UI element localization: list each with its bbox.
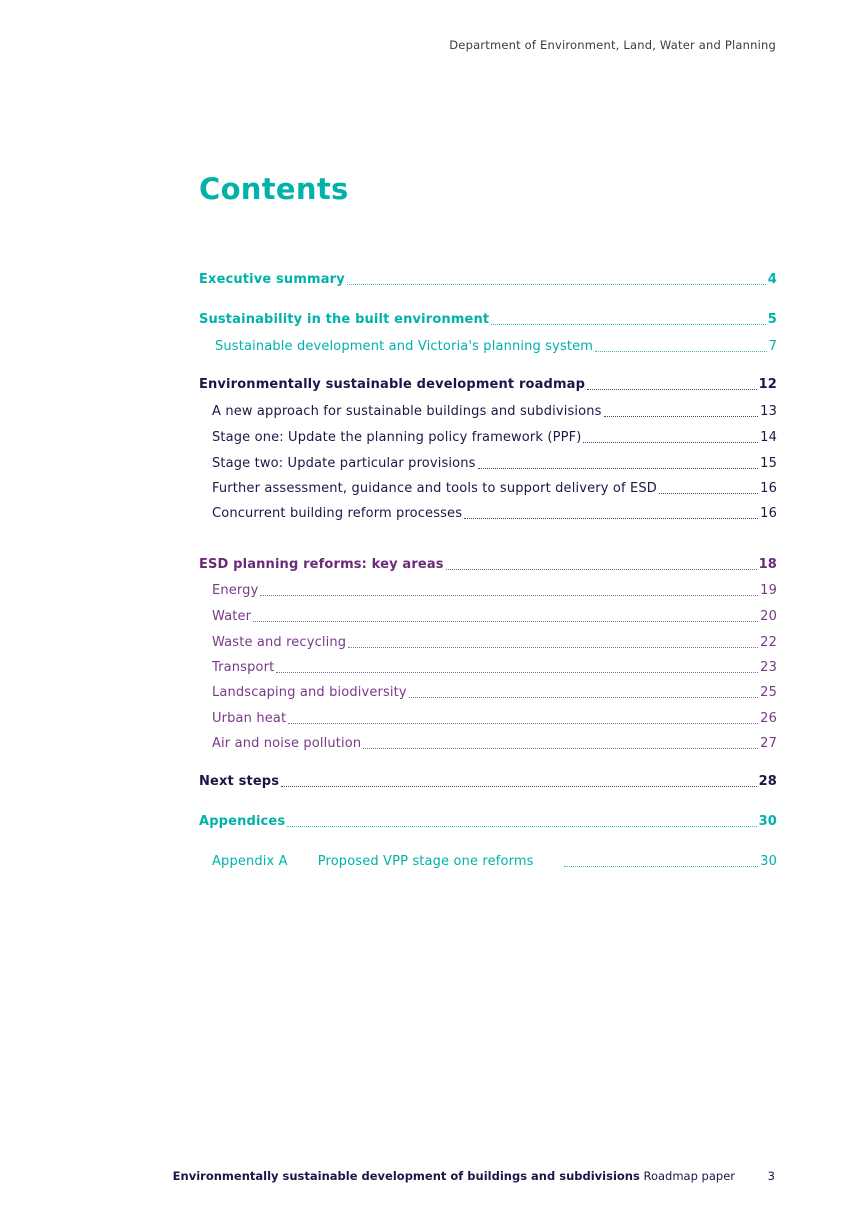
dot-leader — [287, 826, 756, 827]
dot-leader — [363, 748, 758, 749]
toc-entry-appendix-a[interactable] — [199, 850, 777, 870]
toc-entry-label: Executive summary — [199, 272, 345, 287]
toc-entry-page: 14 — [760, 430, 777, 445]
dot-leader — [491, 324, 766, 325]
footer-document-type: Roadmap paper — [639, 1169, 735, 1183]
dot-leader — [288, 723, 758, 724]
toc-entry-esd-planning-reforms[interactable] — [199, 553, 777, 573]
toc-entry-sustainable-development-planning-system[interactable] — [199, 335, 777, 355]
dot-leader — [659, 493, 758, 494]
toc-entry-urban-heat[interactable] — [199, 707, 777, 727]
toc-entry-esd-roadmap[interactable] — [199, 373, 777, 393]
toc-entry-label: ESD planning reforms: key areas — [199, 557, 444, 572]
toc-entry-air-noise-pollution[interactable] — [199, 732, 777, 752]
toc-entry-next-steps[interactable] — [199, 770, 777, 790]
toc-entry-new-approach[interactable] — [199, 400, 777, 420]
dot-leader — [464, 518, 758, 519]
toc-entry-page: 27 — [760, 736, 777, 751]
toc-entry-page: 4 — [767, 272, 777, 287]
toc-entry-label: A new approach for sustainable buildings and subdivisions — [212, 404, 602, 419]
toc-entry-further-assessment[interactable] — [199, 477, 777, 497]
dot-leader — [281, 786, 756, 787]
dot-leader — [587, 389, 757, 390]
toc-entry-page: 15 — [760, 456, 777, 471]
dot-leader — [409, 697, 758, 698]
toc-entry-page: 22 — [760, 635, 777, 650]
toc-entry-label: Next steps — [199, 774, 280, 789]
toc-entry-page: 18 — [758, 557, 777, 572]
toc-entry-page: 25 — [760, 685, 777, 700]
toc-entry-page: 19 — [760, 583, 777, 598]
toc-entry-transport[interactable] — [199, 656, 777, 676]
dot-leader — [253, 621, 758, 622]
toc-entry-landscaping-biodiversity[interactable] — [199, 681, 777, 701]
dot-leader — [348, 647, 758, 648]
toc-entry-page: 26 — [760, 711, 777, 726]
dot-leader — [583, 442, 758, 443]
toc-entry-energy[interactable] — [199, 579, 777, 599]
toc-entry-executive-summary[interactable] — [199, 268, 777, 288]
dot-leader — [276, 672, 758, 673]
dot-leader — [446, 569, 757, 570]
toc-entry-page: 30 — [760, 854, 777, 869]
toc-entry-page: 28 — [758, 774, 777, 789]
toc-entry-label: Transport — [212, 660, 275, 675]
dot-leader — [478, 468, 759, 469]
toc-entry-page: 23 — [760, 660, 777, 675]
toc-entry-label: Sustainability in the built environment — [199, 312, 490, 327]
toc-entry-page: 30 — [758, 814, 777, 829]
table-of-contents — [199, 0, 777, 1212]
dot-leader — [260, 595, 758, 596]
toc-entry-label: Stage one: Update the planning policy framework (PPF) — [212, 430, 582, 445]
dot-leader — [595, 351, 766, 352]
appendix-title: Proposed VPP stage one reforms — [317, 854, 534, 869]
toc-entry-page: 16 — [760, 506, 777, 521]
toc-entry-stage-two[interactable] — [199, 452, 777, 472]
toc-entry-page: 5 — [767, 312, 777, 327]
toc-entry-concurrent-building-reform[interactable] — [199, 502, 777, 522]
running-footer — [173, 1169, 735, 1183]
toc-entry-label: Concurrent building reform processes — [212, 506, 463, 521]
toc-entry-label: Water — [212, 609, 252, 624]
toc-entry-page: 16 — [760, 481, 777, 496]
toc-entry-label: Energy — [212, 583, 259, 598]
toc-entry-water[interactable] — [199, 605, 777, 625]
toc-entry-appendices[interactable] — [199, 810, 777, 830]
toc-entry-label: Waste and recycling — [212, 635, 347, 650]
toc-entry-page: 12 — [758, 377, 777, 392]
toc-entry-label: Air and noise pollution — [212, 736, 362, 751]
toc-entry-label: Further assessment, guidance and tools to support delivery of ESD — [212, 481, 657, 496]
toc-entry-waste-recycling[interactable] — [199, 631, 777, 651]
running-header: Department of Environment, Land, Water and Planning — [449, 38, 776, 52]
toc-entry-stage-one[interactable] — [199, 426, 777, 446]
toc-entry-page: 13 — [760, 404, 777, 419]
toc-entry-sustainability-built-environment[interactable] — [199, 308, 777, 328]
toc-entry-label — [212, 854, 534, 870]
dot-leader — [604, 416, 759, 417]
toc-entry-label: Urban heat — [212, 711, 287, 726]
toc-entry-label: Landscaping and biodiversity — [212, 685, 407, 700]
dot-leader — [564, 866, 759, 867]
page-number: 3 — [767, 1169, 775, 1183]
page-title: Contents — [199, 172, 349, 206]
toc-entry-label: Appendices — [199, 814, 286, 829]
toc-entry-label: Stage two: Update particular provisions — [212, 456, 476, 471]
toc-entry-page: 7 — [768, 339, 777, 354]
appendix-number: Appendix A — [212, 854, 288, 869]
toc-entry-page: 20 — [760, 609, 777, 624]
dot-leader — [347, 284, 766, 285]
footer-document-title: Environmentally sustainable development of buildings and subdivisions — [172, 1169, 640, 1183]
toc-entry-label: Sustainable development and Victoria's planning system — [215, 339, 594, 354]
toc-entry-label: Environmentally sustainable development roadmap — [199, 377, 586, 392]
